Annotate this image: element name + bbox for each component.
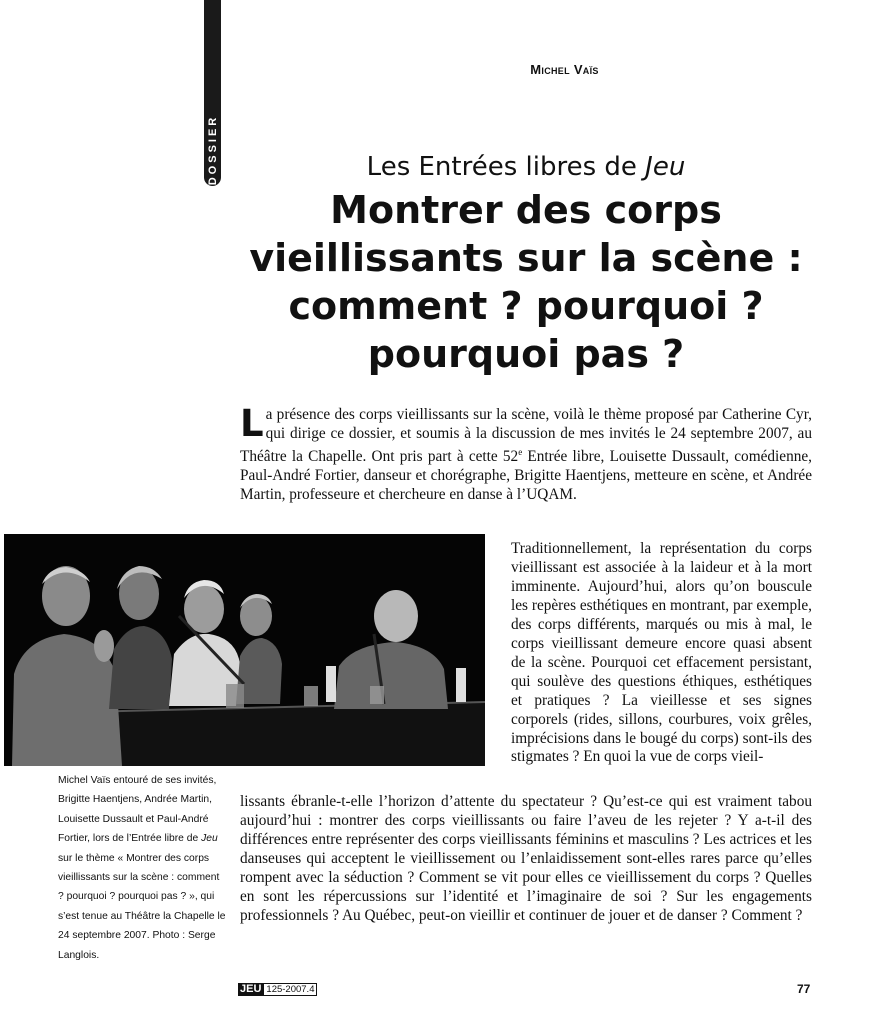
author-name: Michel Vaïs: [530, 62, 599, 77]
body-full-paragraph: lissants ébranle-t-elle l’horizon d’attente du spectateur ? Qu’est-ce qui est vraiment tabou aujourd’hui : montrer des corps vieillissants ou faire l’aveu de les rejeter ? Y a-t-il des différences entre représenter des corps vieillissants féminins et masculins ? Les actrices et les danseuses qui acceptent le vieillissement ou l’enlaidissement sont-elles rares parce qu’elles rompent avec la séduction ? Comment se vit pour elles ce vieillissement du corps ? Quelles en sont les répercussions sur l’identité et l’imaginaire de soi ? Sur les engagements professionnels ? Au Québec, peut-on vieillir et continuer de jouer et de danser ? Comment ?: [240, 793, 812, 924]
article-title: [240, 186, 812, 378]
page-footer: [238, 982, 317, 996]
title-line-4: pourquoi pas ?: [367, 332, 685, 376]
lead-superscript: e: [518, 447, 523, 457]
caption-text: Michel Vaïs entouré de ses invités, Brigitte Haentjens, Andrée Martin, Louisette Dussault et Paul-André Fortier, lors de l’Entrée libre de: [58, 775, 217, 845]
section-tab-text: DOSSIER: [206, 114, 219, 186]
page-number: 77: [797, 982, 811, 996]
caption-text-after: sur le thème « Montrer des corps vieillissants sur la scène : comment ? pourquoi ? pourquoi pas ? », qui s’est tenue au Théâtre la Chapelle le 24 septembre 2007. Photo : Serge Langlois.: [58, 852, 226, 961]
lead-text: a présence des corps vieillissants sur la scène, voilà le thème proposé par Catherine Cyr, qui dirige ce dossier, et soumis à la discussion de mes invités le 24 septembre 2007, au Théâtre la Chapelle. Ont pris part à cette 52: [240, 406, 812, 466]
issue-number: 125-2007.4: [263, 983, 317, 996]
caption-journal: Jeu: [201, 833, 218, 845]
drop-cap: L: [240, 402, 264, 445]
journal-logo: JEU: [240, 982, 262, 995]
title-line-1: Montrer des corps: [330, 188, 722, 232]
panel-photo: [4, 534, 485, 766]
photo-caption: [58, 771, 226, 965]
title-line-2: vieillissants sur la scène :: [249, 236, 803, 280]
lead-paragraph: [240, 402, 812, 504]
title-line-3: comment ? pourquoi ?: [288, 284, 764, 328]
kicker-prefix: Les Entrées libres de: [366, 152, 646, 182]
lead-text-after: Entrée libre, Louisette Dussault, comédienne, Paul-André Fortier, danseur et chorégraphe, Brigitte Haentjens, metteure en scène, et Andrée Martin, professeure et chercheure en danse à l’UQAM.: [240, 448, 812, 504]
kicker-journal: Jeu: [645, 152, 686, 182]
kicker: [240, 149, 812, 185]
panel-photo-illustration: [4, 534, 485, 766]
body-column-paragraph: Traditionnellement, la représentation du corps vieillissant est associée à la laideur et à la mort imminente. Aujourd’hui, alors qu’on bouscule les repères esthétiques en montrant, par exemple, des corps différents, marqués ou mis à mal, le corps vieillissant demeure encore quasi absent de la scène. Pourquoi cet effacement persistant, qui soulève des questions éthiques, esthétiques et pratiques ? La vieillesse et ses signes corporels (rides, sillons, courbures, voix grêles, imprécisions dans le bougé du corps) sont-ils des stigmates ? En quoi la vue de corps vieil-: [511, 540, 812, 766]
